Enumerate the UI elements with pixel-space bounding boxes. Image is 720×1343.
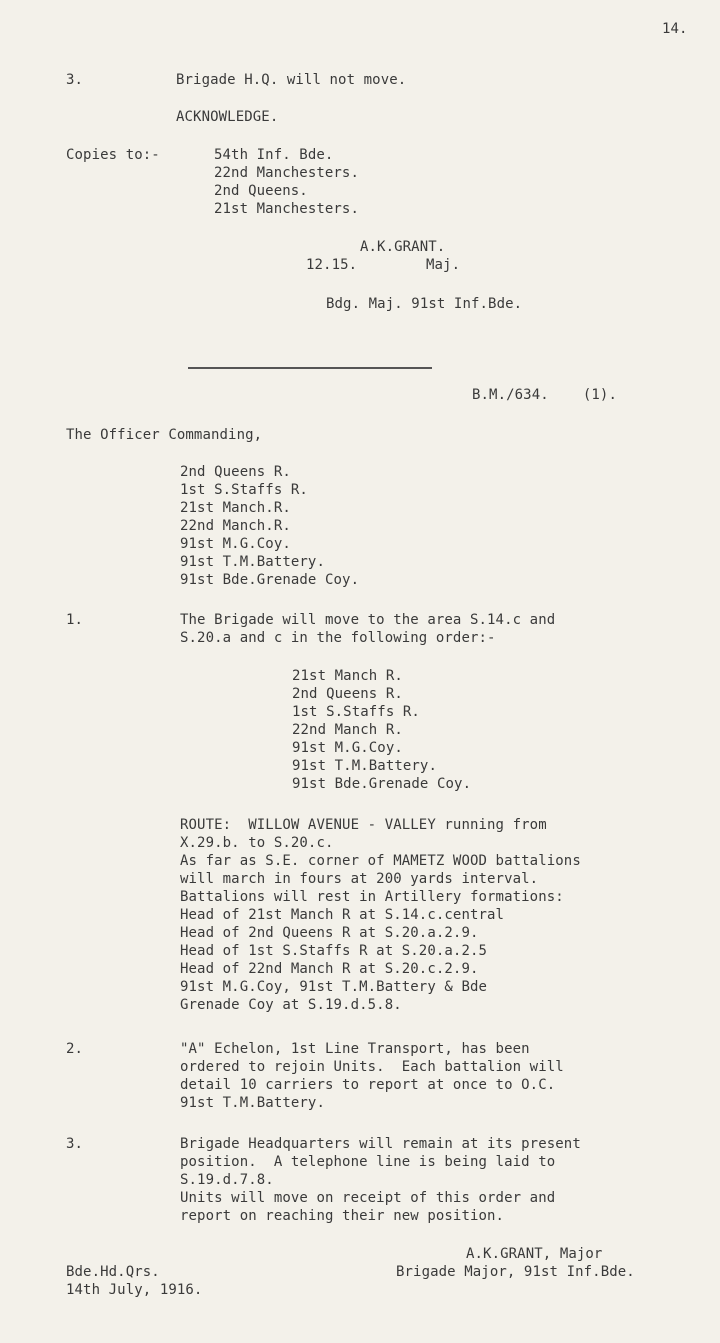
route-line: will march in fours at 200 yards interval. bbox=[180, 871, 539, 887]
unit-line: 21st Manch.R. bbox=[180, 500, 291, 516]
route-line: 91st M.G.Coy, 91st T.M.Battery & Bde bbox=[180, 979, 488, 995]
paragraph-text: Units will move on receipt of this order and bbox=[180, 1190, 556, 1206]
appointment-line: Brigade Major, 91st Inf.Bde. bbox=[396, 1264, 635, 1280]
paragraph-text: Brigade H.Q. will not move. bbox=[176, 72, 407, 88]
paragraph-text: Brigade Headquarters will remain at its present bbox=[180, 1136, 581, 1152]
paragraph-text: The Brigade will move to the area S.14.c and bbox=[180, 612, 556, 628]
date-line: 14th July, 1916. bbox=[66, 1282, 203, 1298]
page-number: 14. bbox=[662, 21, 688, 37]
copy-recipient: 54th Inf. Bde. bbox=[214, 147, 334, 163]
march-order-line: 1st S.Staffs R. bbox=[292, 704, 420, 720]
route-line: X.29.b. to S.20.c. bbox=[180, 835, 334, 851]
unit-line: 22nd Manch.R. bbox=[180, 518, 291, 534]
march-order-line: 2nd Queens R. bbox=[292, 686, 403, 702]
paragraph-text: S.19.d.7.8. bbox=[180, 1172, 274, 1188]
signatory-appointment: Bdg. Maj. 91st Inf.Bde. bbox=[326, 296, 523, 312]
march-order-line: 21st Manch R. bbox=[292, 668, 403, 684]
copy-recipient: 21st Manchesters. bbox=[214, 201, 359, 217]
copy-recipient: 2nd Queens. bbox=[214, 183, 308, 199]
addressee: The Officer Commanding, bbox=[66, 427, 263, 443]
route-line: Battalions will rest in Artillery formations: bbox=[180, 889, 564, 905]
march-order-line: 91st M.G.Coy. bbox=[292, 740, 403, 756]
paragraph-number: 3. bbox=[66, 72, 84, 88]
unit-line: 91st M.G.Coy. bbox=[180, 536, 291, 552]
signatory-name: A.K.GRANT. bbox=[360, 239, 446, 255]
copy-recipient: 22nd Manchesters. bbox=[214, 165, 359, 181]
unit-line: 1st S.Staffs R. bbox=[180, 482, 308, 498]
paragraph-text: position. A telephone line is being laid to bbox=[180, 1154, 556, 1170]
march-order-line: 91st Bde.Grenade Coy. bbox=[292, 776, 472, 792]
unit-line: 91st Bde.Grenade Coy. bbox=[180, 572, 360, 588]
route-line: Head of 1st S.Staffs R at S.20.a.2.5 bbox=[180, 943, 488, 959]
paragraph-text: "A" Echelon, 1st Line Transport, has been bbox=[180, 1041, 530, 1057]
unit-line: 91st T.M.Battery. bbox=[180, 554, 325, 570]
message-time: 12.15. bbox=[306, 257, 358, 273]
route-line: Grenade Coy at S.19.d.5.8. bbox=[180, 997, 402, 1013]
route-line: Head of 22nd Manch R at S.20.c.2.9. bbox=[180, 961, 479, 977]
march-order-line: 22nd Manch R. bbox=[292, 722, 403, 738]
paragraph-text: 91st T.M.Battery. bbox=[180, 1095, 325, 1111]
paragraph-text: report on reaching their new position. bbox=[180, 1208, 505, 1224]
paragraph-number: 1. bbox=[66, 612, 84, 628]
signatory-rank: Maj. bbox=[426, 257, 461, 273]
order-reference: B.M./634. (1). bbox=[472, 387, 617, 403]
paragraph-text: ordered to rejoin Units. Each battalion will bbox=[180, 1059, 564, 1075]
route-line: Head of 21st Manch R at S.14.c.central bbox=[180, 907, 505, 923]
route-line: ROUTE: WILLOW AVENUE - VALLEY running from bbox=[180, 817, 547, 833]
paragraph-text: S.20.a and c in the following order:- bbox=[180, 630, 496, 646]
paragraph-text: detail 10 carriers to report at once to O.C. bbox=[180, 1077, 556, 1093]
route-line: Head of 2nd Queens R at S.20.a.2.9. bbox=[180, 925, 479, 941]
paragraph-number: 2. bbox=[66, 1041, 84, 1057]
copies-label: Copies to:- bbox=[66, 147, 160, 163]
acknowledge-line: ACKNOWLEDGE. bbox=[176, 109, 279, 125]
section-divider bbox=[188, 367, 432, 369]
unit-line: 2nd Queens R. bbox=[180, 464, 291, 480]
paragraph-number: 3. bbox=[66, 1136, 84, 1152]
signature-line: A.K.GRANT, Major bbox=[466, 1246, 603, 1262]
march-order-line: 91st T.M.Battery. bbox=[292, 758, 437, 774]
route-line: As far as S.E. corner of MAMETZ WOOD battalions bbox=[180, 853, 581, 869]
location-line: Bde.Hd.Qrs. bbox=[66, 1264, 160, 1280]
